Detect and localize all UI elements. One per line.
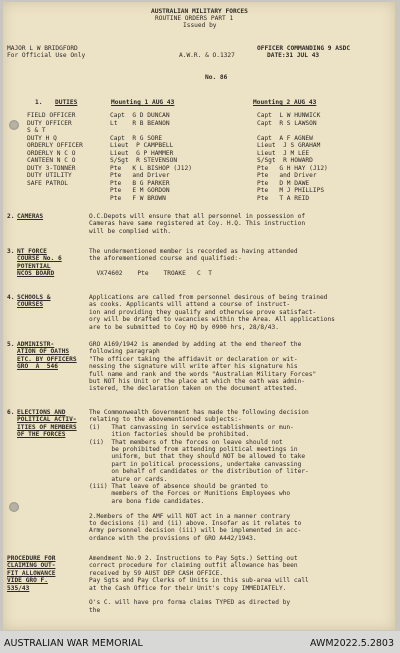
section-number: 3. [7, 248, 15, 255]
section-text-line: to decisions (i) and (ii) above. Insofar as it relates to [89, 520, 302, 527]
header-issued-by: Issued by [183, 22, 217, 29]
section-label: PROCEDURE FOR [7, 555, 56, 562]
section-label-line: ITIES OF MEMBERS [17, 423, 77, 431]
section-text-line: GRO A169/1942 is amended by adding at the end thereof the [89, 341, 302, 348]
section-text-line: (iii) That leave of absence should be granted to [89, 483, 268, 490]
duties-number: 1. [35, 99, 43, 106]
duty-assignee-1aug: Pte E M GORDON [110, 187, 170, 194]
duties-col2-head: Mounting 2 AUG 43 [253, 99, 317, 106]
section-label: ADMINISTR- [17, 341, 55, 348]
section-text-line: received by 59 AUST DEP CASH OFFICE. [89, 569, 224, 577]
section-label: ELECTIONS AND [17, 409, 66, 416]
section-text-line: The Commonwealth Government has made the following decision [89, 409, 309, 416]
duty-name: S & T [27, 127, 46, 134]
punch-hole [9, 120, 19, 130]
section-label: NT FORCE [17, 248, 47, 255]
section-label-line: POLITICAL ACTIV- [17, 416, 77, 424]
section-text-line: Army personnel decision (iii) will be implemented in acc- [89, 527, 302, 535]
section-text-line: O.C.Depots will ensure that all personnel in possession of [89, 213, 306, 220]
duty-name: DUTY 3-TONNER [27, 164, 76, 172]
duty-name: DUTY OFFICER [27, 119, 72, 127]
section-text-line: correct procedure for claiming outfit allowance has been [89, 562, 298, 570]
section-text-line: ature or cards. [89, 475, 168, 483]
section-text-line: uniform, but that they should NOT be allowed to take [89, 453, 306, 461]
header-title: AUSTRALIAN MILITARY FORCES [151, 8, 248, 15]
header-left-2: For Official Use Only [7, 52, 86, 59]
section-number: 4. [7, 294, 15, 301]
duty-assignee-1aug: Lieut P CAMPBELL [110, 142, 174, 149]
section-text-line: are bona fide candidates. [89, 497, 205, 505]
section-text-line: ordance with the provisions of GRO A442/1943. [89, 534, 257, 542]
section-text-line: Cameras have same registered at Coy. H.Q. This instruction [89, 220, 306, 228]
section-label-line: ETC. BY OFFICERS [17, 355, 77, 363]
section-text-line: istered, the declaration taken on the document attested. [89, 385, 298, 393]
section-text-line: VX74602 Pte TROAKE C T [89, 270, 212, 278]
section-label: CAMERAS [17, 213, 44, 220]
section-text-line: 2.Members of the AMF will NOT act in a manner contrary [89, 512, 291, 520]
duty-assignee-2aug: Lieut J S GRAHAM [257, 142, 321, 149]
duty-assignee-1aug: Capt R G SORE [110, 134, 163, 142]
section-label-line: VIDE GRO F. [7, 577, 48, 585]
duty-assignee-1aug: Capt G D DUNCAN [110, 112, 170, 119]
section-text-line: at the Cash Office for their Unit's copy IMMEDIATELY. [89, 584, 287, 592]
section-number: 6. [7, 409, 15, 416]
document-page [3, 2, 395, 630]
section-label-line: CLAIMING OUT- [7, 562, 56, 570]
duty-name: CANTEEN N C O [27, 157, 76, 164]
duty-name: FIELD OFFICER [27, 112, 76, 119]
section-text-line: Applications are called from personnel desirous of being trained [89, 294, 328, 301]
section-label-line: GRO A 546 [17, 363, 58, 371]
duties-col1-head: Mounting 1 AUG 43 [111, 99, 175, 106]
header-left-1: MAJOR L W BRIDGFORD [7, 45, 78, 52]
section-label-line: COURSE No. 6 [17, 255, 62, 263]
section-text-line: ition factories should be prohibited. [89, 431, 250, 439]
section-text-line: "The officer taking the affidavit or declaration or wit- [89, 355, 298, 363]
duty-name: ORDERLY N C O [27, 149, 76, 157]
duty-name: DUTY UTILITY [27, 172, 72, 179]
header-ref: A.W.R. & O.1327 [179, 52, 235, 59]
section-label-line: FIT ALLOWANCE [7, 569, 56, 577]
accession-number: AWM2022.5.2803 [309, 638, 394, 649]
section-number: 5. [7, 341, 15, 348]
section-text-line: full name and rank and the words "Australian Military Forces" [89, 370, 317, 378]
section-text-line: Amendment No.9 2. Instructions to Pay Sgts.) Setting out [89, 555, 298, 562]
duty-assignee-2aug: S/Sgt R HOWARD [257, 157, 313, 164]
section-label-line: NCOS BOARD [17, 270, 55, 278]
section-number: 2. [7, 213, 15, 220]
duty-assignee-1aug: Pte F W BROWN [110, 194, 166, 202]
section-text-line: are to be submitted to Coy HQ by 0900 hrs, 28/8/43. [89, 323, 279, 331]
header-right-1: OFFICER COMMANDING 9 ASDC [257, 45, 351, 52]
duty-assignee-2aug: Capt R S LAWSON [257, 119, 317, 127]
header-subtitle: ROUTINE ORDERS PART 1 [155, 15, 234, 22]
section-label: SCHOOLS & [17, 294, 51, 301]
section-text-line: The undermentioned member is recorded as having attended [89, 248, 298, 255]
section-label-line: OF THE FORCES [17, 431, 66, 439]
section-text-line: (i) That canvassing in service establishments or mun- [89, 423, 294, 431]
header-right-2: DATE:31 JUL 43 [267, 52, 320, 59]
duty-name: SAFE PATROL [27, 179, 68, 187]
duty-assignee-2aug: Pte M J PHILLIPS [257, 187, 325, 194]
duty-assignee-1aug: Pte B G PARKER [110, 179, 170, 187]
section-text-line: will be complied with. [89, 227, 171, 235]
source-label: AUSTRALIAN WAR MEMORIAL [4, 638, 143, 649]
duties-label: DUTIES [55, 99, 78, 106]
section-text-line: on behalf of candidates or the distribution of liter- [89, 468, 309, 476]
section-text-line: Pay Sgts and Pay Clerks of Units in this sub-area will call [89, 577, 309, 585]
duty-assignee-1aug: S/Sgt R STEVENSON [110, 157, 178, 164]
caption-bar [0, 631, 400, 653]
duty-assignee-2aug: Lieut J M LEE [257, 149, 310, 157]
duty-name: ORDERLY OFFICER [27, 142, 83, 149]
order-number: No. 86 [205, 74, 228, 81]
section-text-line: part in political processions, undertake canvassing [89, 460, 302, 468]
section-label-line: COURSES [17, 301, 44, 309]
section-label-line: POTENTIAL [17, 262, 51, 270]
section-text-line: ion and providing they qualify and otherwise prove satisfact- [89, 308, 317, 316]
section-text-line: nessing the signature will write after his signature his [89, 363, 298, 371]
section-label-line: ATION OF OATHS [17, 348, 70, 356]
duty-name: DUTY H Q [27, 134, 57, 142]
section-text-line: relating to the abovementioned subjects:- [89, 416, 242, 424]
section-text-line: as cooks. Applicants will attend a course of instruct- [89, 301, 291, 309]
section-text-line: (ii) That members of the forces on leave should not [89, 438, 283, 446]
section-text-line: the aforementioned course and qualified:- [89, 255, 242, 263]
section-text-line: be prohibited from attending political meetings in [89, 446, 298, 453]
duty-assignee-1aug: Lieut G P HAMMER [110, 149, 174, 157]
section-text-line: following paragraph [89, 348, 160, 356]
duty-assignee-1aug: Lt R B BEANON [110, 119, 170, 127]
punch-hole [9, 502, 19, 512]
duty-assignee-1aug: Pte and Driver [110, 172, 170, 179]
duty-assignee-1aug: Pte K L BISHOP (J12) [110, 164, 192, 172]
duty-assignee-2aug: Capt L W HUNWICK [257, 112, 321, 119]
duty-assignee-2aug: Pte D M DAWE [257, 179, 310, 187]
section-text-line: but NOT his Unit or the place at which the oath was admin- [89, 378, 306, 385]
section-label-line: 535/43 [7, 584, 30, 592]
section-text-line: O's C. will have pro forma claims TYPED as directed by [89, 599, 291, 607]
duty-assignee-2aug: Pte G H HAY (J12) [257, 164, 328, 172]
duty-assignee-2aug: Pte and Driver [257, 172, 317, 179]
section-text-line: the [89, 606, 101, 614]
duty-assignee-2aug: Pte T A REID [257, 194, 310, 202]
section-text-line: members of the Forces or Munitions Employees who [89, 490, 291, 498]
section-text-line: ory will be drafted to vacancies within the Area. All applications [89, 316, 335, 324]
duty-assignee-2aug: Capt A F AGNEW [257, 134, 313, 142]
